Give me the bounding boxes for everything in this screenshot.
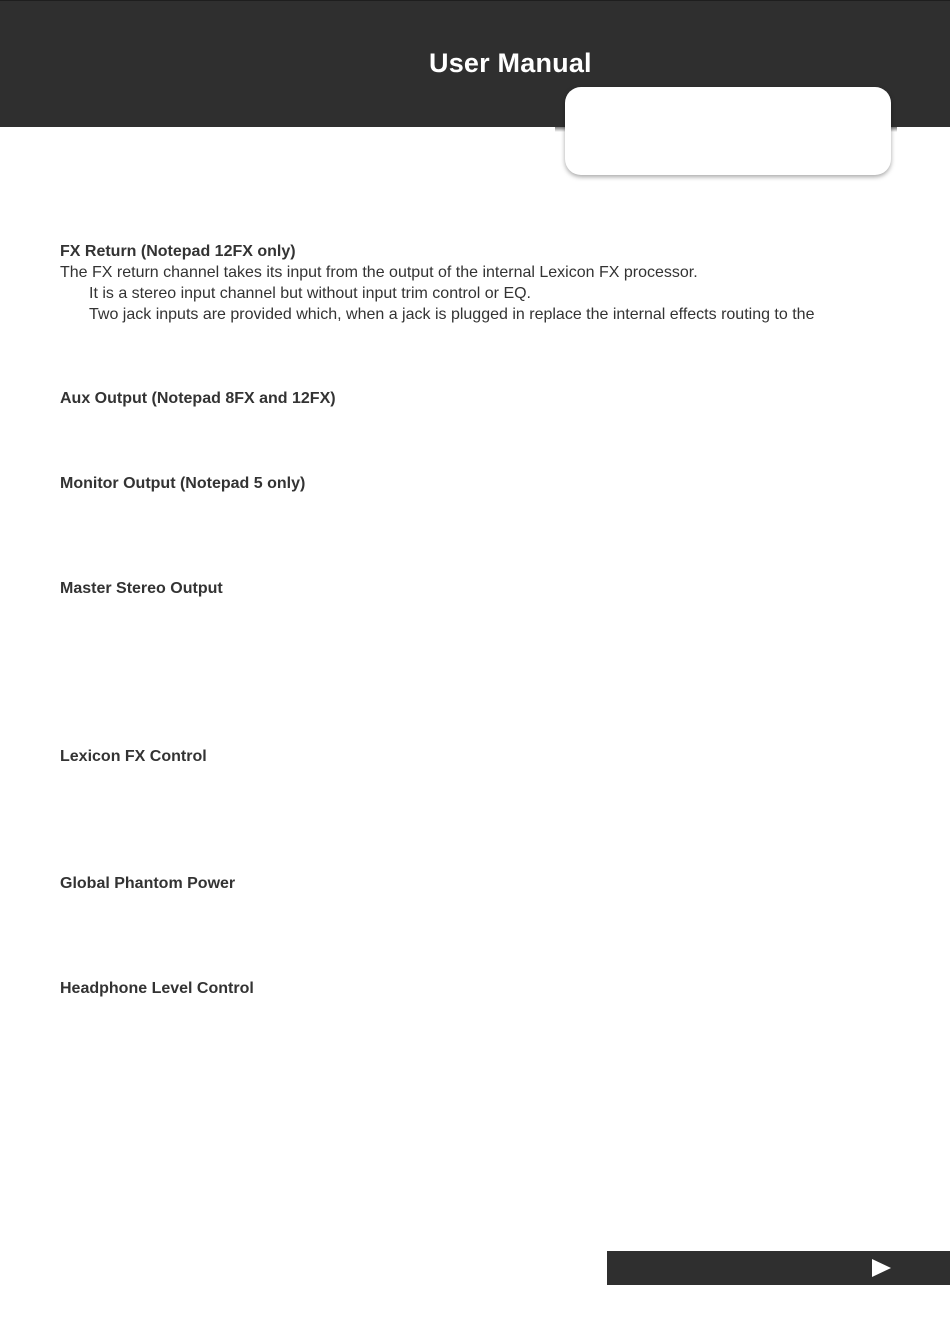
section-heading-lexicon-fx-control: Lexicon FX Control [60,748,207,765]
section-heading-monitor-output: Monitor Output (Notepad 5 only) [60,475,306,492]
play-triangle-icon[interactable] [872,1259,891,1277]
page-title: User Manual [429,48,592,78]
footer-nav-bar [607,1251,950,1285]
header-panel [565,87,891,175]
section-heading-global-phantom-power: Global Phantom Power [60,875,236,892]
section-heading-aux-output: Aux Output (Notepad 8FX and 12FX) [60,390,336,407]
fx-return-line-1: The FX return channel takes its input from the output of the internal Lexicon FX processor. [60,264,698,281]
fx-return-line-2: It is a stereo input channel but without input trim control or EQ. [89,285,531,302]
section-heading-master-stereo-output: Master Stereo Output [60,580,223,597]
section-heading-headphone-level-control: Headphone Level Control [60,980,254,997]
section-heading-fx-return: FX Return (Notepad 12FX only) [60,243,296,260]
fx-return-line-3: Two jack inputs are provided which, when a jack is plugged in replace the internal effects routing to the [89,306,815,323]
